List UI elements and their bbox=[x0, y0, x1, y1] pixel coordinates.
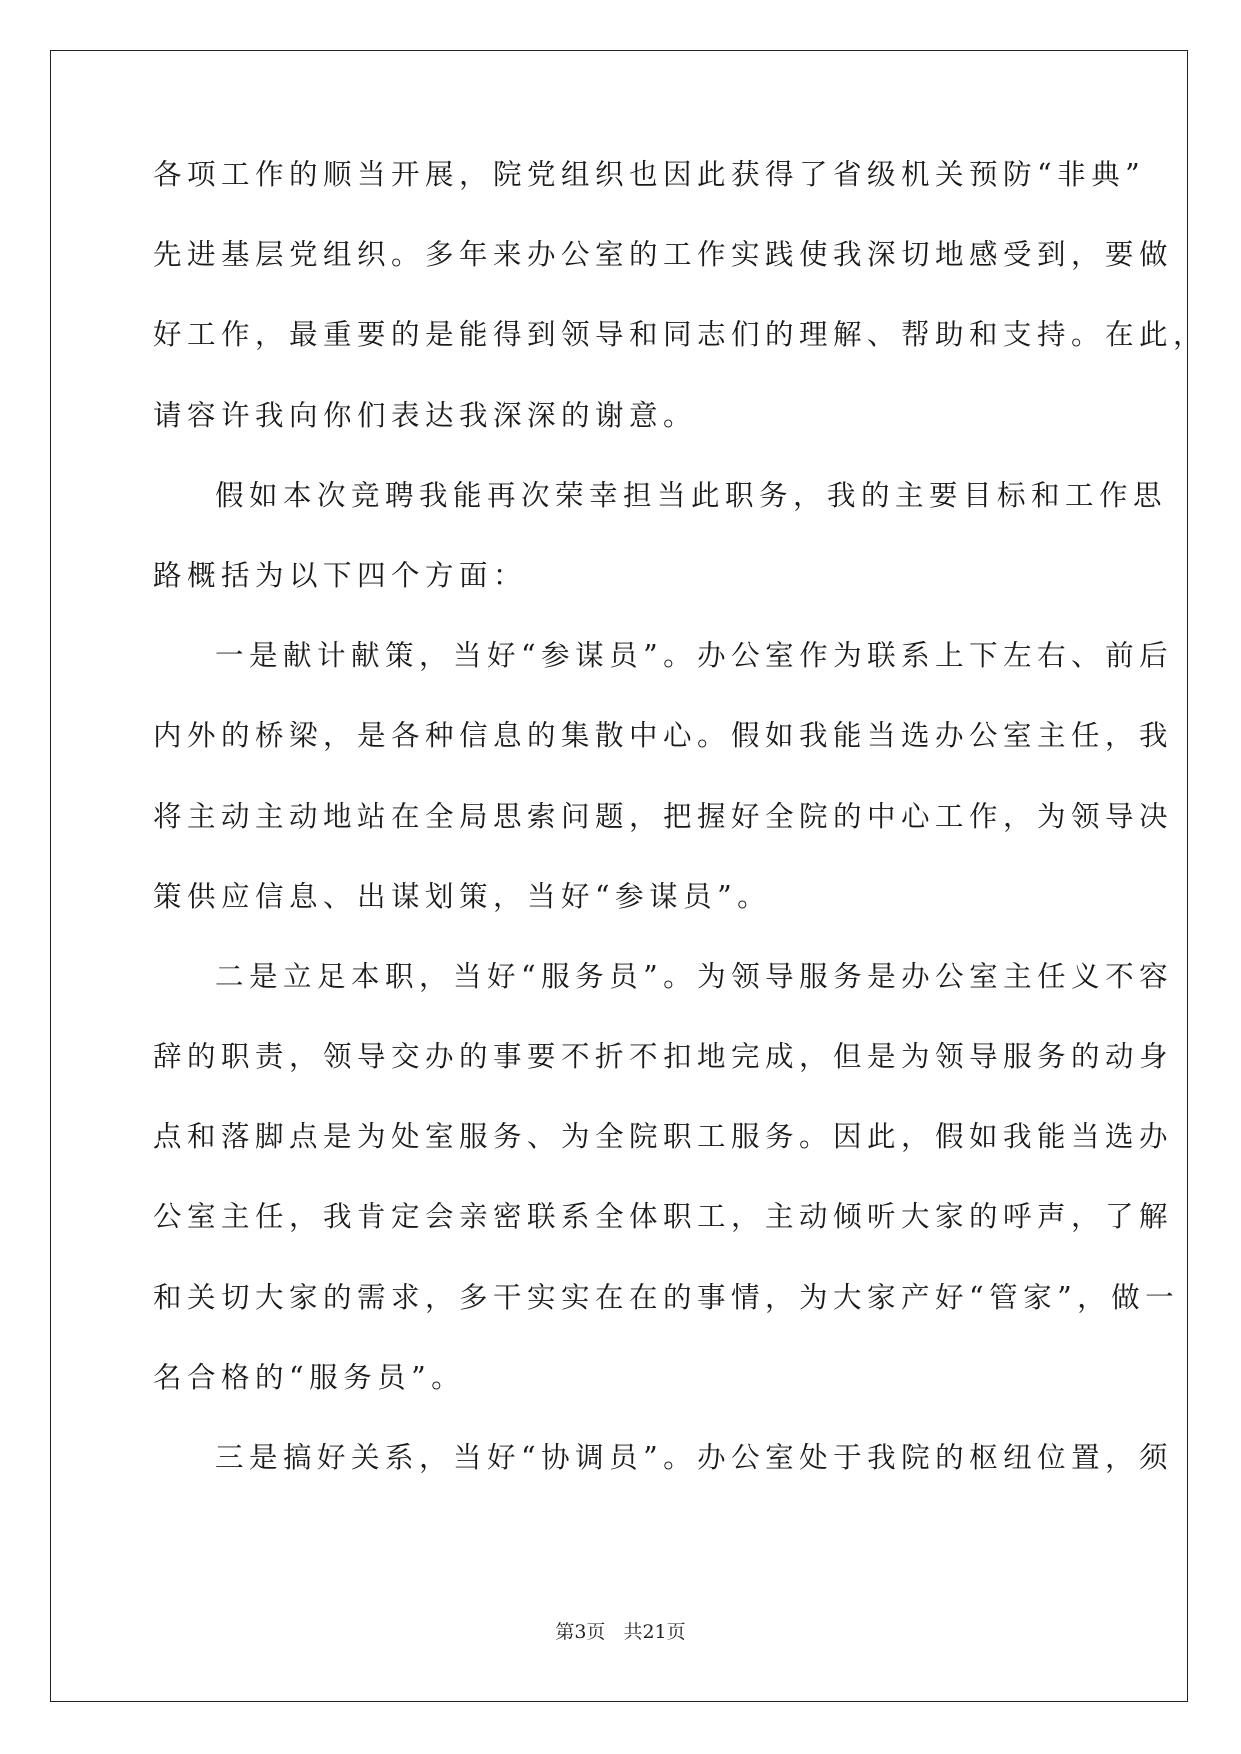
text-line: 路概括为以下四个方面： bbox=[153, 558, 528, 592]
text-line: 二是立足本职，当好“服务员”。为领导服务是办公室主任义不容 bbox=[215, 959, 1174, 993]
text-line: 先进基层党组织。多年来办公室的工作实践使我深切地感受到，要做 bbox=[153, 238, 1174, 272]
total-pages: 共21页 bbox=[623, 1621, 686, 1643]
text-line: 和关切大家的需求，多干实实在在的事情，为大家产好“管家”，做一 bbox=[153, 1280, 1180, 1314]
text-line: 将主动主动地站在全局思索问题，把握好全院的中心工作，为领导决 bbox=[153, 799, 1174, 833]
text-line: 辞的职责，领导交办的事要不折不扣地完成，但是为领导服务的动身 bbox=[153, 1040, 1174, 1074]
document-body bbox=[153, 156, 1208, 1519]
text-line: 请容许我向你们表达我深深的谢意。 bbox=[153, 398, 698, 432]
text-line: 好工作，最重要的是能得到领导和同志们的理解、帮助和支持。在此， bbox=[153, 318, 1208, 352]
text-line: 名合格的“服务员”。 bbox=[153, 1360, 466, 1394]
page-footer bbox=[0, 1617, 1241, 1644]
text-line: 策供应信息、出谋划策，当好“参谋员”。 bbox=[153, 879, 772, 913]
text-line: 内外的桥梁，是各种信息的集散中心。假如我能当选办公室主任，我 bbox=[153, 719, 1174, 753]
text-line: 三是搞好关系，当好“协调员”。办公室处于我院的枢纽位置，须 bbox=[215, 1441, 1174, 1474]
page-number: 第3页 bbox=[555, 1621, 606, 1643]
text-line: 公室主任，我肯定会亲密联系全体职工，主动倾听大家的呼声，了解 bbox=[153, 1200, 1174, 1234]
text-line: 假如本次竞聘我能再次荣幸担当此职务，我的主要目标和工作思 bbox=[215, 478, 1168, 512]
text-line: 一是献计献策，当好“参谋员”。办公室作为联系上下左右、前后 bbox=[215, 639, 1174, 673]
text-line: 点和落脚点是为处室服务、为全院职工服务。因此，假如我能当选办 bbox=[153, 1120, 1174, 1154]
text-line: 各项工作的顺当开展，院党组织也因此获得了省级机关预防“非典” bbox=[153, 158, 1146, 191]
